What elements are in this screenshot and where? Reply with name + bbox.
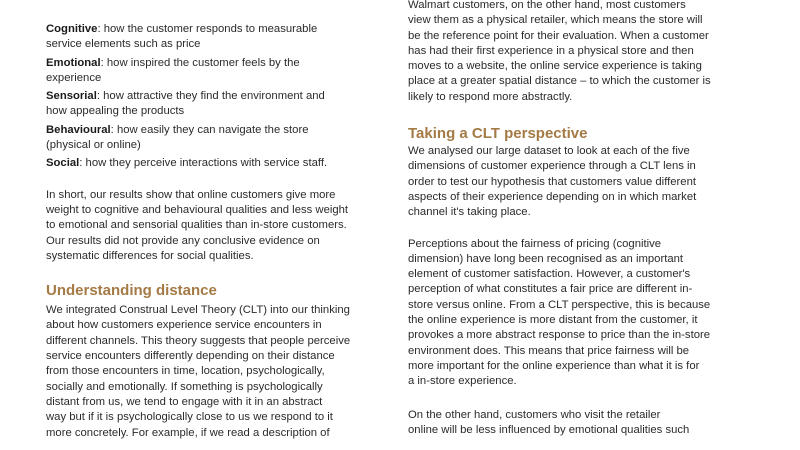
- dimension-term: Behavioural: [46, 123, 111, 136]
- left-column: [46, 22, 391, 441]
- distance-paragraph: [46, 303, 391, 441]
- dimension-line: [46, 156, 391, 171]
- intro-line: moves to a website, the online service experience is taking: [408, 60, 702, 73]
- intro-line: view them as a physical retailer, which means the store will: [408, 14, 703, 27]
- fairness-line: provokes a more abstract response to price than the in-store: [408, 329, 711, 342]
- dimension-term: Cognitive: [46, 23, 98, 35]
- distance-line: different channels. This theory suggests that people perceive: [46, 334, 351, 347]
- dimension-item-cognitive: [46, 22, 391, 53]
- closing-line: On the other hand, customers who visit the retailer: [408, 408, 661, 421]
- clt-line: dimensions of customer experience through a CLT lens in: [408, 160, 696, 173]
- fairness-line: dimension) have long been recognised as an important: [408, 252, 684, 265]
- intro-line: be the reference point for their evaluation. When a customer: [408, 29, 709, 42]
- summary-paragraph: [46, 188, 391, 264]
- fairness-line: store versus online. From a CLT perspective, this is because: [408, 298, 711, 311]
- fairness-line: a in-store experience.: [408, 375, 517, 388]
- intro-line: likely to respond more abstractly.: [408, 90, 573, 103]
- right-column: [408, 0, 753, 438]
- distance-line: way but if it is psychologically close to us we respond to it: [46, 411, 333, 424]
- intro-line: has had their first experience in a physical store and then: [408, 44, 694, 57]
- clt-line: order to test our hypothesis that customers value different: [408, 175, 697, 188]
- dimension-description: : how inspired the customer feels by the: [100, 56, 300, 69]
- closing-line: online will be less influenced by emotional qualities such: [408, 423, 690, 436]
- summary-line: Our results did not provide any conclusive evidence on: [46, 234, 320, 247]
- dimensions-list: [46, 22, 391, 172]
- distance-line: about how customers experience service encounters in: [46, 319, 322, 332]
- clt-line: channel it's taking place.: [408, 206, 531, 219]
- dimension-line: experience: [46, 71, 102, 84]
- fairness-line: perception of what constitutes a fair price are different in-: [408, 283, 693, 296]
- distance-line: service encounters differently depending on their distance: [46, 350, 335, 363]
- distance-line: from those encounters in time, location, psychologically,: [46, 365, 325, 378]
- dimension-line: [46, 123, 391, 138]
- dimension-item-behavioural: [46, 123, 391, 154]
- dimension-term: Social: [46, 157, 80, 170]
- fairness-line: element of customer satisfaction. However, a customer's: [408, 268, 691, 281]
- summary-line: to emotional and sensorial qualities than in-store customers.: [46, 219, 347, 232]
- fairness-paragraph: [408, 237, 753, 390]
- dimension-line: [46, 22, 391, 37]
- intro-line: place at a greater spatial distance – to which the customer is: [408, 75, 711, 88]
- clt-paragraph: [408, 144, 753, 220]
- dimension-description: : how they perceive interactions with service staff.: [79, 157, 328, 170]
- dimension-item-sensorial: [46, 89, 391, 120]
- distance-line: socially and emotionally. If something is psychologically: [46, 380, 323, 393]
- closing-paragraph: [408, 408, 753, 439]
- dimension-line: how appealing the products: [46, 105, 185, 118]
- dimension-description: : how the customer responds to measurable: [97, 23, 318, 35]
- distance-line: distant from us, we tend to engage with it in an abstract: [46, 395, 323, 408]
- section-heading-taking-clt-perspective: Taking a CLT perspective: [408, 125, 588, 143]
- summary-line: systematic differences for social qualities.: [46, 249, 254, 262]
- fairness-line: the online experience is more distant from the customer, it: [408, 314, 698, 327]
- intro-paragraph: [408, 0, 753, 105]
- dimension-description: : how attractive they find the environment and: [96, 90, 325, 103]
- summary-line: In short, our results show that online customers give more: [46, 188, 336, 201]
- dimension-item-emotional: [46, 56, 391, 87]
- fairness-line: more important for the online experience than what it is for: [408, 359, 700, 372]
- dimension-description: : how easily they can navigate the store: [110, 123, 309, 136]
- summary-line: weight to cognitive and behavioural qualities and less weight: [46, 203, 349, 216]
- intro-line: Walmart customers, on the other hand, most customers: [408, 0, 686, 11]
- clt-line: aspects of their experience depending on in which market: [408, 190, 697, 203]
- section-heading-understanding-distance: Understanding distance: [46, 282, 217, 300]
- dimension-line: service elements such as price: [46, 38, 201, 51]
- dimension-item-social: [46, 156, 391, 171]
- fairness-line: Perceptions about the fairness of pricing (cognitive: [408, 237, 662, 250]
- clt-line: We analysed our large dataset to look at each of the five: [408, 145, 690, 158]
- distance-line: We integrated Construal Level Theory (CLT) into our thinking: [46, 304, 350, 317]
- dimension-term: Sensorial: [46, 90, 97, 103]
- dimension-line: [46, 56, 391, 71]
- dimension-term: Emotional: [46, 56, 101, 69]
- dimension-line: [46, 89, 391, 104]
- fairness-line: environment does. This means that price fairness will be: [408, 344, 690, 357]
- distance-line: more concretely. For example, if we read a description of: [46, 426, 330, 439]
- dimension-line: (physical or online): [46, 139, 141, 152]
